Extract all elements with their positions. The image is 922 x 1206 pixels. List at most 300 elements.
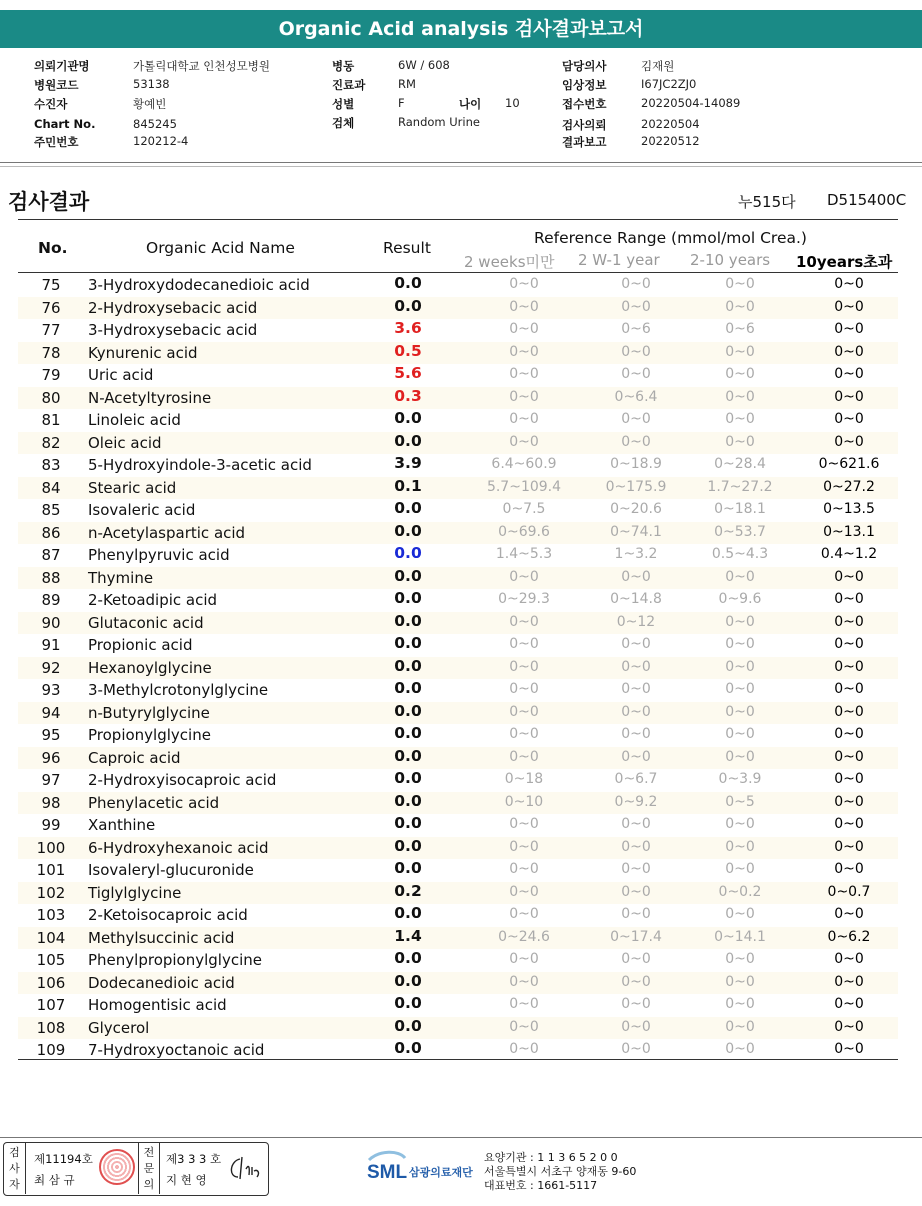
ref-range-2-10y: 0~0 [725, 748, 755, 765]
ref-range-2-10y: 0~0 [725, 681, 755, 697]
row-number: 81 [41, 411, 61, 429]
ref-range-2-10y: 0~9.6 [718, 591, 762, 607]
ref-range-2w-1y: 0~6 [621, 321, 651, 337]
ref-range-2w-1y: 0~0 [621, 343, 651, 360]
ref-range-2w-1y: 0~0 [621, 433, 651, 450]
table-row [18, 837, 898, 860]
ref-range-2-10y: 0~53.7 [714, 523, 766, 540]
ref-range-2weeks: 0~0 [509, 861, 539, 877]
ref-range-10y-plus: 0~0 [834, 636, 864, 652]
seal-stamp [99, 1149, 135, 1185]
result-value: 0.0 [394, 701, 422, 720]
header-value: Random Urine [398, 115, 480, 129]
row-number: 97 [41, 771, 61, 789]
result-value: 0.0 [394, 836, 422, 855]
ref-range-2weeks: 0~0 [509, 838, 539, 855]
row-number: 99 [41, 816, 61, 834]
header-label: 검체 [332, 116, 355, 130]
table-row [18, 319, 898, 342]
header-label: 주민번호 [34, 135, 79, 149]
acid-name: Propionylglycine [88, 726, 211, 744]
ref-range-2weeks: 1.4~5.3 [495, 546, 553, 562]
ref-range-2-10y: 0~0 [725, 703, 755, 720]
result-value: 0.0 [394, 679, 422, 697]
ref-range-2w-1y: 0~0 [621, 658, 651, 675]
result-value: 0.0 [394, 791, 422, 810]
row-number: 94 [41, 703, 61, 722]
ref-range-2weeks: 6.4~60.9 [491, 456, 557, 472]
row-number: 83 [41, 456, 61, 474]
table-top-rule [18, 219, 898, 220]
ref-range-2-10y: 0.5~4.3 [711, 546, 769, 562]
header-label: 성별 [332, 97, 355, 111]
ref-range-2w-1y: 0~6.7 [614, 771, 658, 787]
ref-range-10y-plus: 0~0 [834, 321, 864, 337]
header-label: 접수번호 [562, 97, 607, 111]
acid-name: Methylsuccinic acid [88, 928, 235, 947]
acid-name: Phenylpyruvic acid [88, 546, 230, 564]
ref-range-2w-1y: 0~12 [616, 613, 656, 630]
result-value: 0.0 [394, 724, 422, 742]
row-number: 80 [41, 388, 61, 407]
result-value: 0.1 [394, 476, 422, 495]
reference-subheader: 10years초과 [796, 253, 893, 271]
reference-subheader: 2-10 years [690, 251, 771, 269]
row-number: 103 [36, 906, 66, 924]
ref-range-2-10y: 0~0 [725, 906, 755, 922]
acid-name: 7-Hydroxyoctanoic acid [88, 1041, 265, 1059]
ref-range-2w-1y: 0~0 [621, 1041, 651, 1057]
table-header-rule [18, 272, 898, 273]
row-number: 106 [36, 973, 66, 992]
table-row [18, 927, 898, 950]
ref-range-10y-plus: 0~0 [834, 681, 864, 697]
acid-name: Glycerol [88, 1018, 150, 1037]
acid-name: 2-Ketoadipic acid [88, 591, 218, 609]
ref-range-2w-1y: 0~175.9 [605, 478, 667, 495]
table-row [18, 972, 898, 995]
ref-range-2w-1y: 0~0 [621, 996, 651, 1012]
ref-range-2-10y: 0~0 [725, 1041, 755, 1057]
acid-name: N-Acetyltyrosine [88, 388, 212, 407]
result-value: 5.6 [394, 364, 422, 382]
ref-range-2weeks: 0~7.5 [502, 501, 546, 517]
ref-range-2weeks: 0~0 [509, 298, 539, 315]
header-value: RM [398, 77, 416, 91]
result-value: 1.4 [394, 926, 422, 945]
ref-range-2-10y: 0~0 [725, 343, 755, 360]
ref-range-2w-1y: 0~0 [621, 703, 651, 720]
acid-name: Kynurenic acid [88, 343, 198, 362]
acid-name: Xanthine [88, 816, 156, 834]
column-header-reference: Reference Range (mmol/mol Crea.) [534, 229, 807, 247]
header-label: 의뢰기관명 [34, 59, 90, 73]
ref-range-2weeks: 0~10 [504, 793, 544, 810]
ref-range-10y-plus: 0~0 [834, 343, 864, 360]
org-info [484, 1151, 636, 1193]
ref-range-10y-plus: 0~6.2 [827, 928, 871, 945]
ref-range-2-10y: 0~0 [725, 298, 755, 315]
result-value: 0.5 [394, 341, 422, 360]
result-value: 0.0 [394, 1039, 422, 1057]
acid-name: n-Butyrylglycine [88, 703, 210, 722]
header-label: 병원코드 [34, 78, 79, 92]
result-value: 3.9 [394, 454, 422, 472]
table-row [18, 724, 898, 747]
ref-range-2-10y: 0~0 [725, 388, 755, 405]
test-code: D515400C [827, 191, 907, 209]
ref-range-2-10y: 0~0 [725, 366, 755, 382]
result-value: 0.3 [394, 386, 422, 405]
ref-range-2weeks: 5.7~109.4 [486, 478, 562, 495]
divider [0, 1137, 922, 1138]
row-number: 77 [41, 321, 61, 339]
ref-range-10y-plus: 0~0 [834, 793, 864, 810]
ref-range-2-10y: 0~0 [725, 276, 755, 292]
row-number: 87 [41, 546, 61, 564]
result-value: 0.0 [394, 634, 422, 652]
ref-range-10y-plus: 0~0 [834, 613, 864, 630]
header-value: 53138 [133, 77, 170, 91]
column-header-no: No. [38, 239, 68, 257]
ref-range-2w-1y: 0~9.2 [614, 793, 658, 810]
ref-range-2weeks: 0~0 [509, 1041, 539, 1057]
ref-range-2w-1y: 0~0 [621, 726, 651, 742]
ref-range-2w-1y: 0~0 [621, 276, 651, 292]
table-row [18, 679, 898, 702]
ref-range-2weeks: 0~0 [509, 681, 539, 697]
ref-range-10y-plus: 0~0 [834, 771, 864, 787]
ref-range-2-10y: 0~0 [725, 726, 755, 742]
ref-range-2weeks: 0~0 [509, 636, 539, 652]
row-number: 98 [41, 793, 61, 812]
ref-range-10y-plus: 0~0 [834, 411, 864, 427]
row-number: 105 [36, 951, 66, 969]
results-table-body [18, 274, 898, 1062]
ref-range-10y-plus: 0~0 [834, 838, 864, 855]
ref-range-2weeks: 0~0 [509, 343, 539, 360]
result-value: 0.0 [394, 994, 422, 1012]
ref-range-10y-plus: 0~0 [834, 658, 864, 675]
ref-range-2-10y: 0~3.9 [718, 771, 762, 787]
ref-range-2-10y: 0~0 [725, 996, 755, 1012]
row-number: 95 [41, 726, 61, 744]
ref-range-2-10y: 0~0 [725, 861, 755, 877]
ref-range-2weeks: 0~0 [509, 388, 539, 405]
column-header-result: Result [383, 239, 431, 257]
org-logo [365, 1148, 481, 1192]
row-number: 78 [41, 343, 61, 362]
acid-name: Propionic acid [88, 636, 193, 654]
acid-name: Dodecanedioic acid [88, 973, 235, 992]
reference-subheader: 2 W-1 year [578, 251, 660, 269]
ref-range-2w-1y: 0~74.1 [610, 523, 662, 540]
result-value: 0.0 [394, 904, 422, 922]
examiner-name: 최 삼 규 [34, 1173, 75, 1187]
ref-range-10y-plus: 0~0 [834, 298, 864, 315]
row-number: 102 [36, 883, 66, 902]
ref-range-2w-1y: 0~0 [621, 298, 651, 315]
ref-range-2weeks: 0~0 [509, 726, 539, 742]
org-name: 삼광의료재단 [409, 1166, 473, 1179]
ref-range-10y-plus: 0~0 [834, 861, 864, 877]
acid-name: Isovaleric acid [88, 501, 196, 519]
ref-range-2-10y: 0~0 [725, 411, 755, 427]
result-value: 0.0 [394, 409, 422, 427]
table-row [18, 769, 898, 792]
ref-range-2weeks: 0~0 [509, 973, 539, 990]
result-value: 0.0 [394, 656, 422, 675]
ref-range-10y-plus: 0~0 [834, 388, 864, 405]
table-row [18, 747, 898, 770]
ref-range-2-10y: 0~0 [725, 568, 755, 585]
result-value: 0.0 [394, 814, 422, 832]
ref-range-2-10y: 0~18.1 [714, 501, 766, 517]
ref-range-10y-plus: 0~27.2 [823, 478, 875, 495]
row-number: 108 [36, 1018, 66, 1037]
acid-name: Phenylacetic acid [88, 793, 220, 812]
result-value: 0.0 [394, 746, 422, 765]
ref-range-2w-1y: 0~0 [621, 1018, 651, 1035]
table-row [18, 882, 898, 905]
result-value: 0.0 [394, 611, 422, 630]
ref-range-2w-1y: 0~14.8 [610, 591, 662, 607]
table-row [18, 634, 898, 657]
ref-range-2-10y: 1.7~27.2 [707, 478, 773, 495]
row-number: 91 [41, 636, 61, 654]
acid-name: Oleic acid [88, 433, 162, 452]
ref-range-2weeks: 0~0 [509, 996, 539, 1012]
acid-name: Hexanoylglycine [88, 658, 212, 677]
result-value: 0.0 [394, 949, 422, 967]
specialist-name: 지 현 영 [166, 1173, 207, 1187]
report-header [0, 56, 922, 156]
header-value: 6W / 608 [398, 58, 450, 72]
row-number: 85 [41, 501, 61, 519]
table-row [18, 342, 898, 365]
ref-range-2-10y: 0~0 [725, 973, 755, 990]
header-label: 검사의뢰 [562, 118, 607, 132]
ref-range-2-10y: 0~0 [725, 838, 755, 855]
header-value: 가톨릭대학교 인천성모병원 [133, 59, 270, 73]
result-value: 0.0 [394, 431, 422, 450]
ref-range-2w-1y: 0~0 [621, 906, 651, 922]
ref-range-2w-1y: 0~17.4 [610, 928, 662, 945]
report-title: Organic Acid analysis 검사결과보고서 [0, 10, 922, 48]
acid-name: 3-Hydroxydodecanedioic acid [88, 276, 310, 294]
ref-range-2weeks: 0~18 [504, 771, 544, 787]
ref-range-2weeks: 0~0 [509, 433, 539, 450]
row-number: 89 [41, 591, 61, 609]
table-row [18, 274, 898, 297]
row-number: 84 [41, 478, 61, 497]
row-number: 93 [41, 681, 61, 699]
acid-name: Caproic acid [88, 748, 181, 767]
ref-range-2w-1y: 0~0 [621, 636, 651, 652]
result-value: 0.0 [394, 589, 422, 607]
row-number: 104 [36, 928, 66, 947]
specialist-license: 제3 3 3 호 [166, 1152, 222, 1166]
ref-range-2weeks: 0~0 [509, 658, 539, 675]
row-number: 79 [41, 366, 61, 384]
ref-range-2w-1y: 0~0 [621, 366, 651, 382]
result-value: 0.0 [394, 769, 422, 787]
column-header-name: Organic Acid Name [146, 239, 295, 257]
acid-name: Stearic acid [88, 478, 177, 497]
org-line: 요양기관 : 1 1 3 6 5 2 0 0 [484, 1151, 618, 1164]
acid-name: Tiglylglycine [88, 883, 182, 902]
row-number: 92 [41, 658, 61, 677]
header-label: 결과보고 [562, 135, 607, 149]
table-row [18, 702, 898, 725]
result-value: 0.0 [394, 499, 422, 517]
signature-box [3, 1142, 269, 1196]
row-number: 88 [41, 568, 61, 587]
header-value: 120212-4 [133, 134, 189, 148]
ref-range-10y-plus: 0~0 [834, 996, 864, 1012]
header-value: I67JC2ZJ0 [641, 77, 697, 91]
ref-range-2weeks: 0~0 [509, 703, 539, 720]
table-row [18, 792, 898, 815]
ref-range-2w-1y: 0~0 [621, 838, 651, 855]
divider [0, 166, 922, 167]
acid-name: Homogentisic acid [88, 996, 227, 1014]
header-label: 임상정보 [562, 78, 607, 92]
ref-range-2weeks: 0~0 [509, 816, 539, 832]
ref-range-2w-1y: 0~0 [621, 951, 651, 967]
result-value: 0.0 [394, 274, 422, 292]
table-row [18, 904, 898, 927]
ref-range-2w-1y: 0~0 [621, 568, 651, 585]
ref-range-2-10y: 0~0 [725, 613, 755, 630]
acid-name: 6-Hydroxyhexanoic acid [88, 838, 269, 857]
result-value: 0.0 [394, 566, 422, 585]
ref-range-2-10y: 0~0.2 [718, 883, 762, 900]
row-number: 107 [36, 996, 66, 1014]
table-row [18, 409, 898, 432]
specialist-label: 전문의 [138, 1143, 160, 1194]
ref-range-2weeks: 0~0 [509, 321, 539, 337]
row-number: 109 [36, 1041, 66, 1059]
acid-name: 5-Hydroxyindole-3-acetic acid [88, 456, 312, 474]
ref-range-2w-1y: 0~6.4 [614, 388, 658, 405]
ref-range-2-10y: 0~14.1 [714, 928, 766, 945]
result-value: 0.2 [394, 881, 422, 900]
acid-name: 2-Hydroxysebacic acid [88, 298, 258, 317]
ref-range-2w-1y: 0~18.9 [610, 456, 662, 472]
ref-range-2-10y: 0~0 [725, 636, 755, 652]
ref-range-2w-1y: 0~0 [621, 816, 651, 832]
acid-name: Linoleic acid [88, 411, 181, 429]
acid-name: Phenylpropionylglycine [88, 951, 263, 969]
header-label: Chart No. [34, 117, 96, 131]
acid-name: 2-Hydroxyisocaproic acid [88, 771, 277, 789]
results-title: 검사결과 [8, 190, 90, 214]
row-number: 90 [41, 613, 61, 632]
ref-range-10y-plus: 0~0 [834, 1018, 864, 1035]
table-row [18, 454, 898, 477]
org-line: 서울특별시 서초구 양재동 9-60 [484, 1165, 637, 1178]
ref-range-10y-plus: 0~0 [834, 748, 864, 765]
acid-name: Glutaconic acid [88, 613, 204, 632]
ref-range-10y-plus: 0~0 [834, 276, 864, 292]
row-number: 75 [41, 276, 61, 294]
acid-name: Isovaleryl-glucuronide [88, 861, 254, 879]
header-label: 담당의사 [562, 59, 607, 73]
ref-range-2-10y: 0~0 [725, 658, 755, 675]
examiner-label: 검사자 [4, 1143, 26, 1194]
acid-name: 2-Ketoisocaproic acid [88, 906, 248, 924]
header-label: 나이 [459, 97, 482, 111]
ref-range-10y-plus: 0~0.7 [827, 883, 871, 900]
ref-range-2w-1y: 0~20.6 [610, 501, 662, 517]
ref-range-10y-plus: 0~13.5 [823, 501, 875, 517]
header-value: 20220504 [641, 117, 700, 131]
ref-range-2w-1y: 0~0 [621, 861, 651, 877]
header-value: 20220504-14089 [641, 96, 741, 110]
table-row [18, 477, 898, 500]
table-row [18, 814, 898, 837]
ref-range-2weeks: 0~0 [509, 366, 539, 382]
ref-range-10y-plus: 0~0 [834, 568, 864, 585]
header-label: 수진자 [34, 97, 68, 111]
ref-range-2w-1y: 0~0 [621, 973, 651, 990]
examiner-license: 제11194호 [34, 1152, 93, 1166]
header-label: 병동 [332, 59, 355, 73]
reference-subheader: 2 weeks미만 [464, 253, 555, 271]
result-value: 0.0 [394, 971, 422, 990]
table-row [18, 994, 898, 1017]
ref-range-2weeks: 0~0 [509, 411, 539, 427]
header-label: 진료과 [332, 78, 366, 92]
ref-range-2w-1y: 0~0 [621, 748, 651, 765]
acid-name: Thymine [88, 568, 154, 587]
table-row [18, 499, 898, 522]
header-value: 20220512 [641, 134, 700, 148]
header-value: F [398, 96, 405, 110]
ref-range-10y-plus: 0~0 [834, 591, 864, 607]
ref-range-2w-1y: 0~0 [621, 411, 651, 427]
ref-range-2weeks: 0~0 [509, 276, 539, 292]
table-row [18, 949, 898, 972]
ref-range-2-10y: 0~0 [725, 816, 755, 832]
table-bottom-rule [18, 1059, 898, 1060]
ref-range-2weeks: 0~0 [509, 748, 539, 765]
ref-range-2w-1y: 1~3.2 [614, 546, 658, 562]
table-row [18, 522, 898, 545]
ref-range-10y-plus: 0~0 [834, 366, 864, 382]
ref-range-2-10y: 0~5 [725, 793, 755, 810]
ref-range-2-10y: 0~6 [725, 321, 755, 337]
ref-range-10y-plus: 0~0 [834, 816, 864, 832]
ref-range-2weeks: 0~0 [509, 951, 539, 967]
result-value: 0.0 [394, 521, 422, 540]
org-line: 대표번호 : 1661-5117 [484, 1179, 598, 1192]
table-row [18, 364, 898, 387]
table-row [18, 432, 898, 455]
ref-range-2w-1y: 0~0 [621, 883, 651, 900]
ref-range-10y-plus: 0~0 [834, 973, 864, 990]
header-value: 황예빈 [133, 97, 167, 111]
ref-range-10y-plus: 0~0 [834, 726, 864, 742]
ref-range-10y-plus: 0~0 [834, 951, 864, 967]
sml-logo-icon [365, 1148, 481, 1188]
row-number: 96 [41, 748, 61, 767]
table-row [18, 589, 898, 612]
acid-name: Uric acid [88, 366, 154, 384]
table-row [18, 567, 898, 590]
row-number: 101 [36, 861, 66, 879]
